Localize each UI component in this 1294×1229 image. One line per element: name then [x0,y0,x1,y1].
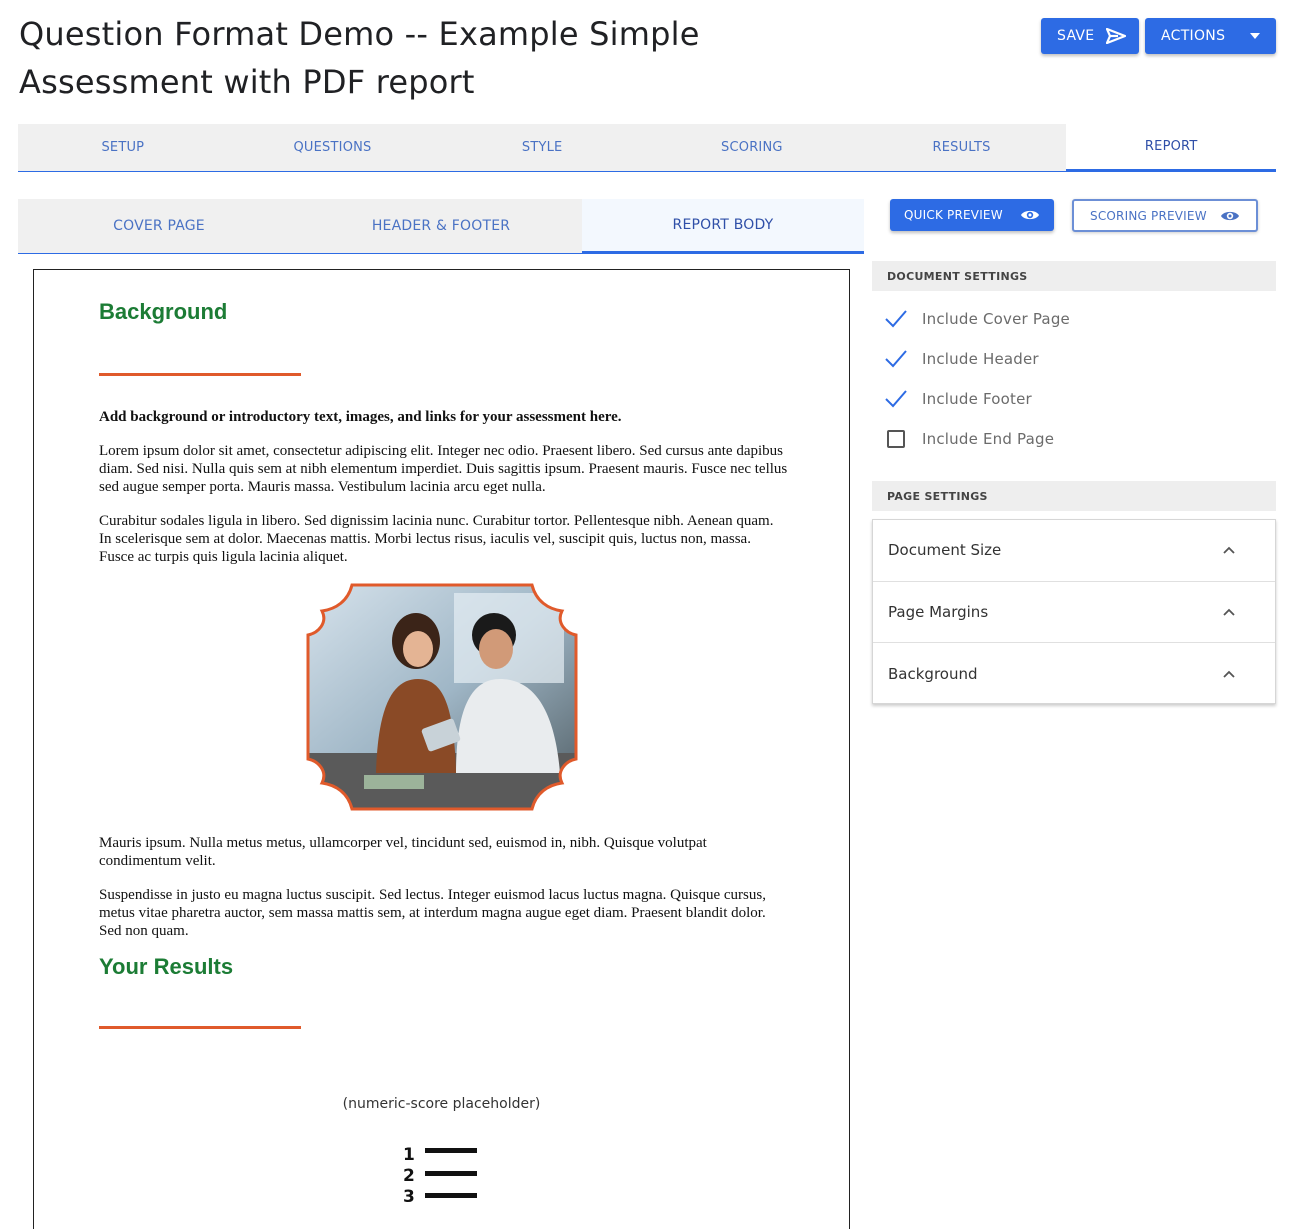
chevron-up-icon [1223,608,1235,616]
report-intro-text: Add background or introductory text, images, and links for your assessment here. [99,409,622,425]
tab-report-body-label: REPORT BODY [672,217,774,233]
tab-scoring-label: SCORING [721,140,783,155]
include-cover-page-label: Include Cover Page [922,310,1070,328]
page-title-line1: Question Format Demo -- Example Simple [19,15,700,53]
checkmark-icon[interactable] [884,347,908,371]
send-icon [1106,28,1126,44]
numbered-list-digit: 1 [403,1145,415,1165]
accordion-document-size-label: Document Size [888,541,1002,560]
accordion-document-size[interactable] [873,520,1275,582]
eye-icon [1220,209,1240,223]
actions-button-label: ACTIONS [1161,28,1226,44]
include-cover-page-option[interactable] [884,299,1070,339]
tab-scoring[interactable] [647,124,857,171]
numbered-list-digit: 3 [403,1187,415,1205]
include-footer-label: Include Footer [922,390,1032,408]
heading-divider [99,1026,301,1029]
actions-button[interactable] [1145,18,1276,54]
numeric-score-placeholder: (numeric-score placeholder) [342,1096,541,1112]
include-header-label: Include Header [922,350,1039,368]
numbered-list-digit: 2 [403,1166,415,1186]
tab-questions-label: QUESTIONS [293,140,372,155]
save-button-label: SAVE [1057,28,1095,44]
page-settings-header: PAGE SETTINGS [872,481,1276,511]
report-sub-tabs [18,199,864,254]
include-end-page-label: Include End Page [922,430,1055,448]
caret-down-icon [1250,33,1260,39]
scoring-preview-button[interactable] [1072,199,1258,232]
preview-buttons [890,199,1258,232]
tab-report[interactable] [1066,124,1276,171]
tab-questions[interactable] [228,124,438,171]
quick-preview-button[interactable] [890,199,1054,231]
checkmark-icon[interactable] [884,387,908,411]
include-footer-option[interactable] [884,379,1070,419]
report-paragraph-1: Lorem ipsum dolor sit amet, consectetur adipiscing elit. Integer nec odio. Praesent libero. Sed cursus ante dapibus diam. Sed nisi. Nulla quis sem at nibh elementum imperdiet. Duis sagittis ipsum. Praesent mauris. Fusce nec tellus sed augue semper porta. Mauris massa. Vestibulum lacinia arcu eget nulla. [99,443,788,495]
top-actions [1041,18,1276,54]
tab-setup-label: SETUP [101,140,145,155]
document-settings-header: DOCUMENT SETTINGS [872,261,1276,291]
checkmark-icon[interactable] [884,307,908,331]
report-body-editor[interactable] [33,269,850,1229]
eye-icon [1020,208,1040,222]
quick-preview-label: QUICK PREVIEW [904,208,1003,222]
report-photo [304,583,580,811]
tab-header-footer-label: HEADER & FOOTER [371,218,511,234]
tab-header-footer[interactable] [300,199,582,253]
save-button[interactable] [1041,18,1139,54]
scoring-preview-label: SCORING PREVIEW [1090,208,1207,223]
include-end-page-option[interactable] [884,419,1070,459]
accordion-background[interactable] [873,643,1275,705]
accordion-page-margins-label: Page Margins [888,602,989,621]
tab-cover-page-label: COVER PAGE [113,218,205,234]
document-settings-list [884,299,1070,459]
tab-report-label: REPORT [1144,139,1198,154]
report-paragraph-3: Mauris ipsum. Nulla metus metus, ullamcorper vel, tincidunt sed, euismod in, nibh. Quisque volutpat condimentum velit. [99,835,707,869]
report-heading-background: Background [99,299,228,324]
accordion-background-label: Background [888,664,978,683]
tab-style-label: STYLE [521,140,563,155]
chevron-up-icon [1223,546,1235,554]
tab-style[interactable] [437,124,647,171]
tab-results-label: RESULTS [932,140,991,155]
chevron-up-icon [1223,670,1235,678]
page-settings-accordion [872,519,1276,704]
report-heading-your-results: Your Results [99,954,234,979]
tab-setup[interactable] [18,124,228,171]
report-paragraph-4: Suspendisse in justo eu magna luctus suscipit. Sed lectus. Integer euismod lacus luctus magna. Quisque cursus, metus vitae pharetra auctor, sem massa mattis sem, at interdum magna augue eget diam. Praesent blandit dolor. Sed non quam. [99,887,766,939]
tab-cover-page[interactable] [18,199,300,253]
checkbox-empty-icon[interactable] [884,427,908,451]
heading-divider [99,373,301,376]
tab-results[interactable] [857,124,1067,171]
main-tabs [18,124,1276,172]
tab-report-body[interactable] [582,199,864,253]
accordion-page-margins[interactable] [873,582,1275,644]
page-title [19,10,779,106]
numbered-list-icon [403,1143,479,1209]
report-paragraph-2: Curabitur sodales ligula in libero. Sed dignissim lacinia nunc. Curabitur tortor. Pellentesque nibh. Aenean quam. In scelerisque sem at dolor. Maecenas mattis. Morbi lectus risus, iaculis vel, suscipit quis, luctus non, massa. Fusce ac turpis quis ligula lacinia aliquet. [99,513,774,565]
include-header-option[interactable] [884,339,1070,379]
page-title-line2: Assessment with PDF report [19,63,475,101]
